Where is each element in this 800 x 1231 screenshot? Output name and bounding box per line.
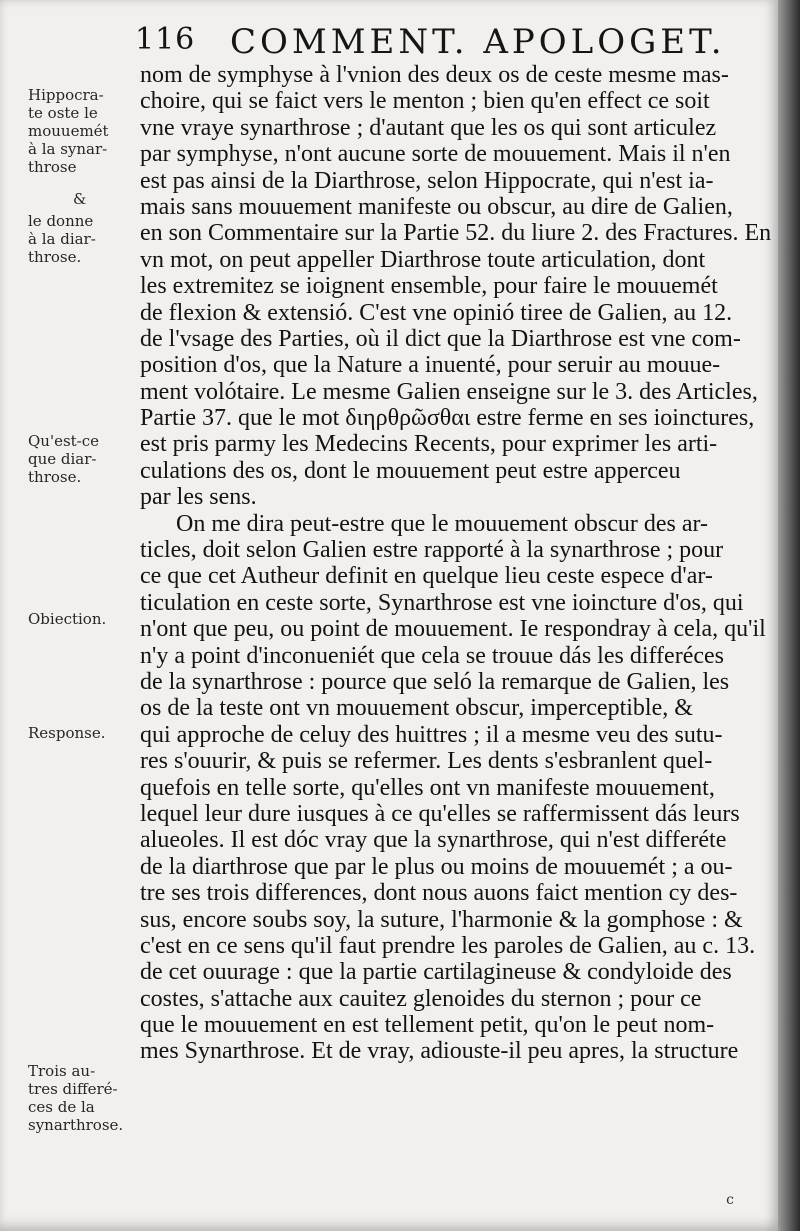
catchword: c [726,1192,734,1208]
text-line: de la synarthrose : pource que seló la remarque de Galien, les [140,668,730,695]
text-line: de la diarthrose que par le plus ou moins de mouuemét ; a ou- [140,853,733,880]
text-line: par les sens. [140,484,257,511]
margin-note-ampersand: & [73,190,87,208]
text-line: qui approche de celuy des huittres ; il a mesme veu des sutu- [140,721,723,748]
text-line: position d'os, que la Nature a inuenté, pour seruir au mouue- [140,352,721,379]
text-line: vn mot, on peut appeller Diarthrose toute articulation, dont [140,246,706,273]
text-line: alueoles. Il est dóc vray que la synarthrose, qui n'est differéte [140,827,727,854]
text-line: de cet ouurage : que la partie cartilagineuse & condyloide des [140,959,732,986]
running-title: COMMENT. APOLOGET. [230,22,726,62]
text-line: sus, encore soubs soy, la suture, l'harmonie & la gomphose : & [140,906,743,933]
text-line: ticulation en ceste sorte, Synarthrose est vne ioincture d'os, qui [140,589,744,616]
text-line: nom de symphyse à l'vnion des deux os de ceste mesme mas- [140,62,729,88]
margin-note-hippocrate: Hippocra- te oste le mouuemét à la synar- throse [28,86,109,176]
text-line: n'ont que peu, ou point de mouuement. Ie respondray à cela, qu'il [140,616,766,643]
text-line: est pas ainsi de la Diarthrose, selon Hippocrate, qui n'est ia- [140,167,714,194]
text-line: ticles, doit selon Galien estre rapporté à la synarthrose ; pour [140,537,724,564]
text-line: mais sans mouuement manifeste ou obscur, au dire de Galien, [140,193,733,220]
margin-note-response: Response. [28,724,106,742]
text-line: os de la teste ont vn mouuement obscur, imperceptible, & [140,695,693,722]
text-line: choire, qui se faict vers le menton ; bien qu'en effect ce soit [140,88,710,115]
text-line: est pris parmy les Medecins Recents, pour exprimer les arti- [140,431,718,458]
text-line: n'y a point d'inconueniét que cela se trouue dás les differéces [140,642,724,669]
text-line: res s'ouurir, & puis se refermer. Les dents s'esbranlent quel- [140,748,713,775]
text-line: quefois en telle sorte, qu'elles ont vn manifeste mouuement, [140,774,715,801]
text-line: par symphyse, n'ont aucune sorte de mouuement. Mais il n'en [140,141,731,168]
text-line: ce que cet Autheur definit en quelque lieu ceste espece d'ar- [140,563,713,590]
page-edge-shadow [778,0,800,1231]
margin-note-objection: Obiection. [28,610,107,628]
text-line: de flexion & extensió. C'est vne opinió tiree de Galien, au 12. [140,299,733,326]
text-line: en son Commentaire sur la Partie 52. du liure 2. des Fractures. En [140,220,772,247]
margin-notes [28,84,143,1184]
page-header [135,18,775,66]
text-line: culations des os, dont le mouuement peut estre apperceu [140,457,681,484]
margin-note-diarthrose: le donne à la diar- throse. [28,212,96,266]
text-line: Partie 37. que le mot διηρθρῶσθαι estre ferme en ses ioinctures, [140,405,755,432]
text-line: ment volótaire. Le mesme Galien enseigne sur le 3. des Articles, [140,378,758,405]
paragraph-first-line: On me dira peut-estre que le mouuement obscur des ar- [176,510,708,537]
text-line: tre ses trois differences, dont nous auons faict mention cy des- [140,880,738,907]
text-line: les extremitez se ioignent ensemble, pour faire le mouuemét [140,273,718,300]
text-line: vne vraye synarthrose ; d'autant que les os qui sont articulez [140,114,717,141]
text-line: mes Synarthrose. Et de vray, adiouste-il peu apres, la structure [140,1038,739,1065]
main-text [140,62,772,1065]
margin-note-quest-ce: Qu'est-ce que diar- throse. [28,432,100,486]
text-line: c'est en ce sens qu'il faut prendre les paroles de Galien, au c. 13. [140,932,756,959]
text-line: que le mouuement en est tellement petit, qu'on le peut nom- [140,1012,715,1039]
page-number: 116 [135,22,196,57]
text-line: costes, s'attache aux cauitez glenoides du sternon ; pour ce [140,985,702,1012]
text-line: lequel leur dure iusques à ce qu'elles se raffermissent dás leurs [140,800,740,827]
text-line: de l'vsage des Parties, où il dict que la Diarthrose est vne com- [140,325,741,352]
margin-note-trois-autres: Trois au- tres differé- ces de la synarthrose. [28,1062,124,1134]
